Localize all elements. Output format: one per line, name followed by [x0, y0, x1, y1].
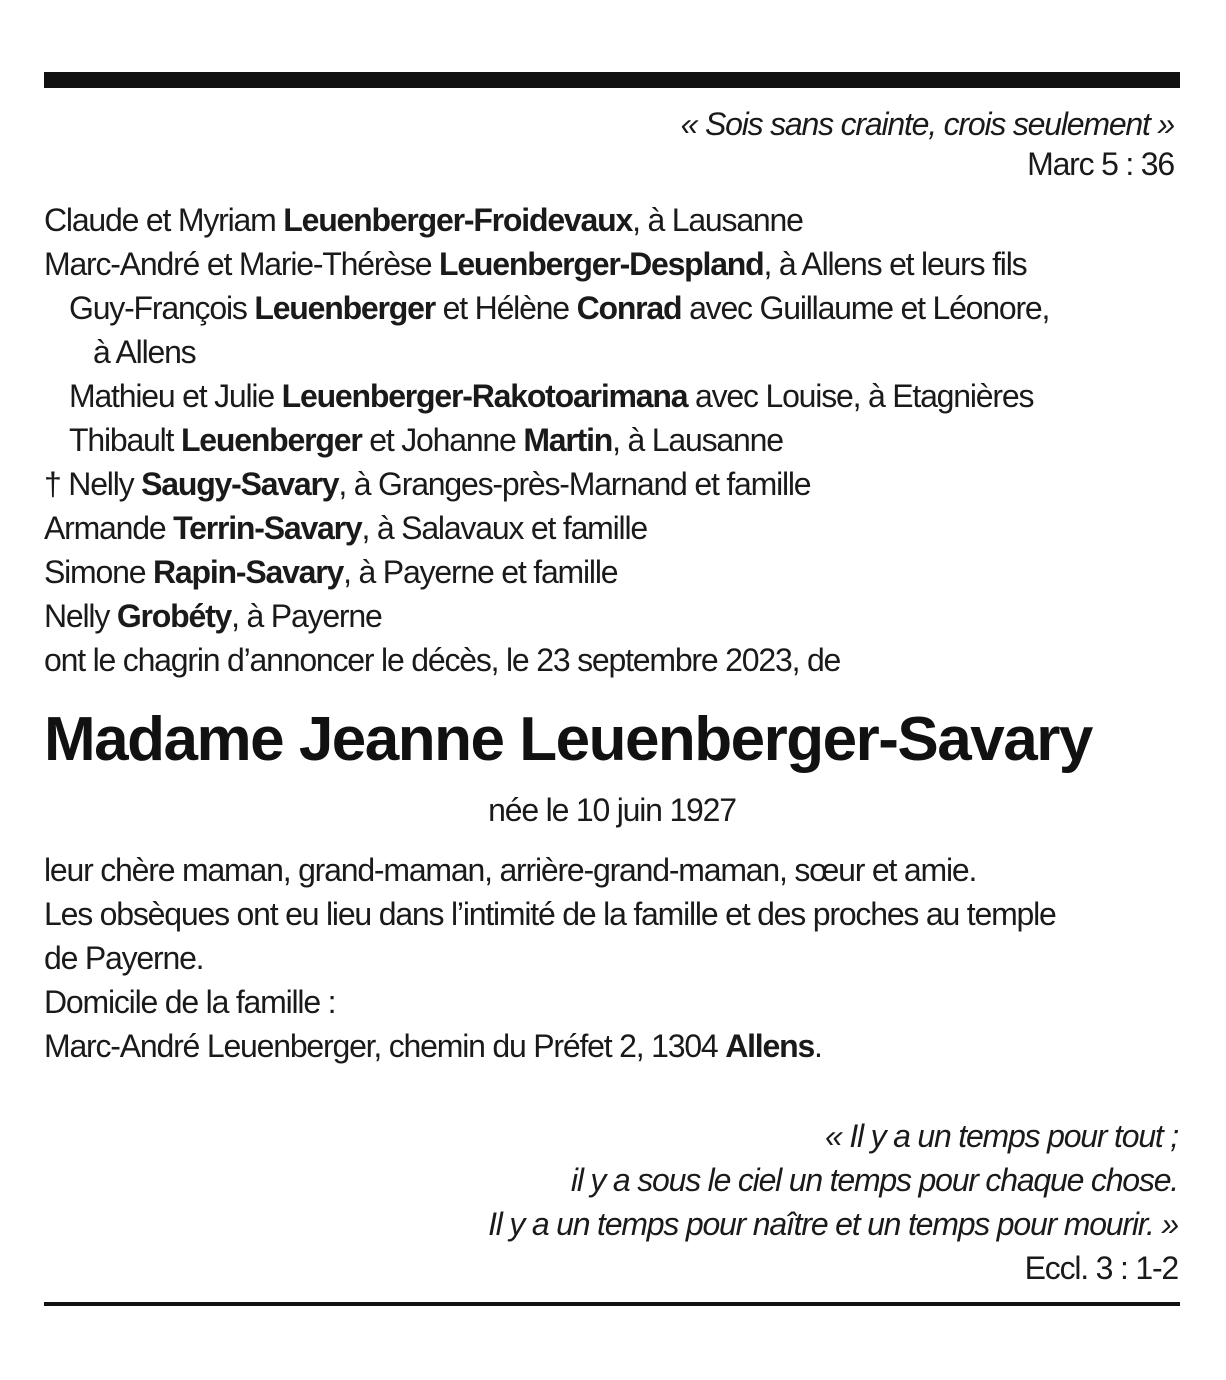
relation-line: leur chère maman, grand-maman, arrière-grand-maman, sœur et amie. [44, 852, 977, 888]
deceased-name: Madame Jeanne Leuenberger-Savary [44, 705, 1092, 774]
family-line: Marc-André et Marie-Thérèse Leuenberger-Despland, à Allens et leurs fils [44, 246, 1027, 282]
birth-date: née le 10 juin 1927 [488, 792, 736, 828]
top-rule [44, 72, 1180, 88]
domicile-label: Domicile de la famille : [44, 984, 336, 1020]
epigraph-bottom-line: il y a sous le ciel un temps pour chaque chose. [570, 1162, 1178, 1198]
family-line: à Allens [93, 334, 196, 370]
epigraph-top-quote: « Sois sans crainte, crois seulement » [680, 106, 1174, 142]
family-line: † Nelly Saugy-Savary, à Granges-près-Marnand et famille [44, 466, 811, 502]
bottom-rule [44, 1302, 1180, 1306]
body-text [44, 848, 1180, 1068]
epigraph-bottom-line: « Il y a un temps pour tout ; [825, 1118, 1178, 1154]
family-line: Simone Rapin-Savary, à Payerne et famille [44, 554, 618, 590]
epigraph-bottom-reference: Eccl. 3 : 1-2 [1024, 1250, 1178, 1286]
family-line: Thibault Leuenberger et Johanne Martin, à Lausanne [69, 422, 783, 458]
obituary-notice [44, 0, 1180, 1380]
family-line: Claude et Myriam Leuenberger-Froidevaux, à Lausanne [44, 202, 803, 238]
domicile-address: Marc-André Leuenberger, chemin du Préfet 2, 1304 Allens. [44, 1028, 822, 1064]
family-line: Mathieu et Julie Leuenberger-Rakotoarimana avec Louise, à Etagnières [69, 378, 1034, 414]
funeral-line: Les obsèques ont eu lieu dans l’intimité de la famille et des proches au temple [44, 896, 1056, 932]
announcement-line: ont le chagrin d’annoncer le décès, le 23 septembre 2023, de [44, 642, 841, 678]
epigraph-top [44, 104, 1174, 184]
funeral-line-cont: de Payerne. [44, 940, 204, 976]
family-line: Nelly Grobéty, à Payerne [44, 598, 382, 634]
family-line: Guy-François Leuenberger et Hélène Conrad avec Guillaume et Léonore, [69, 290, 1050, 326]
family-line: Armande Terrin-Savary, à Salavaux et famille [44, 510, 647, 546]
family-list [44, 198, 1180, 682]
epigraph-top-reference: Marc 5 : 36 [1027, 146, 1174, 182]
epigraph-bottom-line: Il y a un temps pour naître et un temps pour mourir. » [488, 1206, 1178, 1242]
epigraph-bottom [44, 1114, 1178, 1290]
